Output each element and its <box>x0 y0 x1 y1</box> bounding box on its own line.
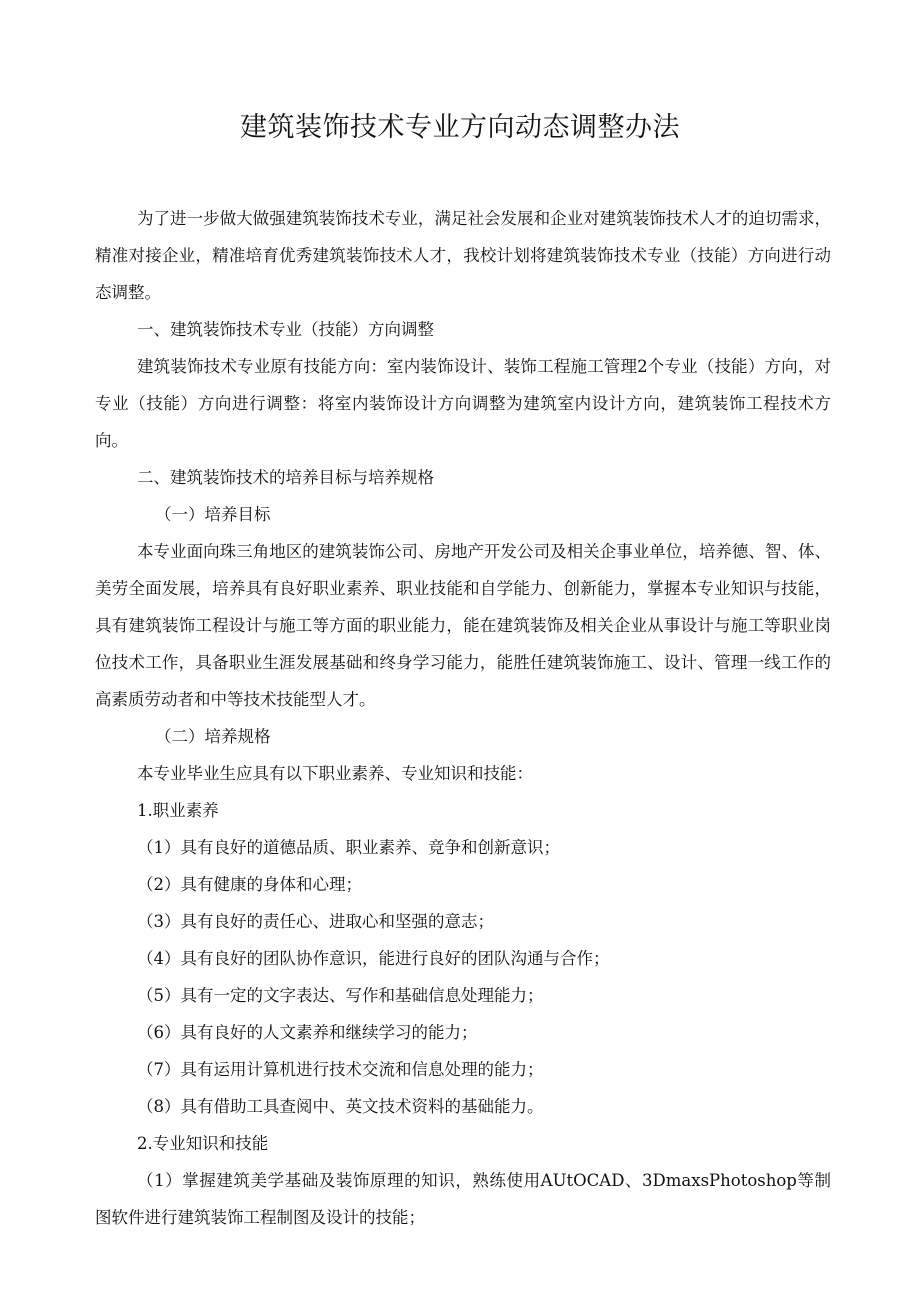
subsection2-heading: （二）培养规格 <box>155 727 271 746</box>
list-item: （7）具有运用计算机进行技术交流和信息处理的能力； <box>137 1060 544 1079</box>
section2-heading: 二、建筑装饰技术的培养目标与培养规格 <box>137 468 434 487</box>
list-item: （5）具有一定的文字表达、写作和基础信息处理能力； <box>137 986 544 1005</box>
item2-heading: 2.专业知识和技能 <box>137 1134 269 1153</box>
subsection1-heading: （一）培养目标 <box>155 505 271 524</box>
document-body <box>95 200 831 1236</box>
section1-paragraph: 建筑装饰技术专业原有技能方向：室内装饰设计、装饰工程施工管理2个专业（技能）方向，对专业（技能）方向进行调整：将室内装饰设计方向调整为建筑室内设计方向，建筑装饰工程技术方向。 <box>95 357 831 450</box>
list-item: （1）具有良好的道德品质、职业素养、竞争和创新意识； <box>137 838 560 857</box>
subsection1-paragraph: 本专业面向珠三角地区的建筑装饰公司、房地产开发公司及相关企事业单位，培养德、智、体、美劳全面发展，培养具有良好职业素养、职业技能和自学能力、创新能力，掌握本专业知识与技能，具有建筑装饰工程设计与施工等方面的职业能力，能在建筑装饰及相关企业从事设计与施工等职业岗位技术工作，具备职业生涯发展基础和终身学习能力，能胜任建筑装饰施工、设计、管理一线工作的高素质劳动者和中等技术技能型人才。 <box>95 542 831 709</box>
list-item: （3）具有良好的责任心、进取心和坚强的意志； <box>137 912 494 931</box>
list-item: （1）掌握建筑美学基础及装饰原理的知识，熟练使用AUtOCAD、3DmaxsPhotoshop等制图软件进行建筑装饰工程制图及设计的技能； <box>95 1171 831 1227</box>
section1-heading: 一、建筑装饰技术专业（技能）方向调整 <box>137 320 434 339</box>
document-title: 建筑装饰技术专业方向动态调整办法 <box>240 112 680 143</box>
list-item: （8）具有借助工具查阅中、英文技术资料的基础能力。 <box>137 1097 544 1116</box>
list-item: （4）具有良好的团队协作意识，能进行良好的团队沟通与合作； <box>137 949 610 968</box>
subsection2-intro: 本专业毕业生应具有以下职业素养、专业知识和技能： <box>137 764 533 783</box>
intro-paragraph: 为了进一步做大做强建筑装饰技术专业，满足社会发展和企业对建筑装饰技术人才的迫切需求，精准对接企业，精准培育优秀建筑装饰技术人才，我校计划将建筑装饰技术专业（技能）方向进行动态调整。 <box>95 209 831 302</box>
item1-heading: 1.职业素养 <box>137 801 219 820</box>
list-item: （2）具有健康的身体和心理； <box>137 875 362 894</box>
list-item: （6）具有良好的人文素养和继续学习的能力； <box>137 1023 478 1042</box>
